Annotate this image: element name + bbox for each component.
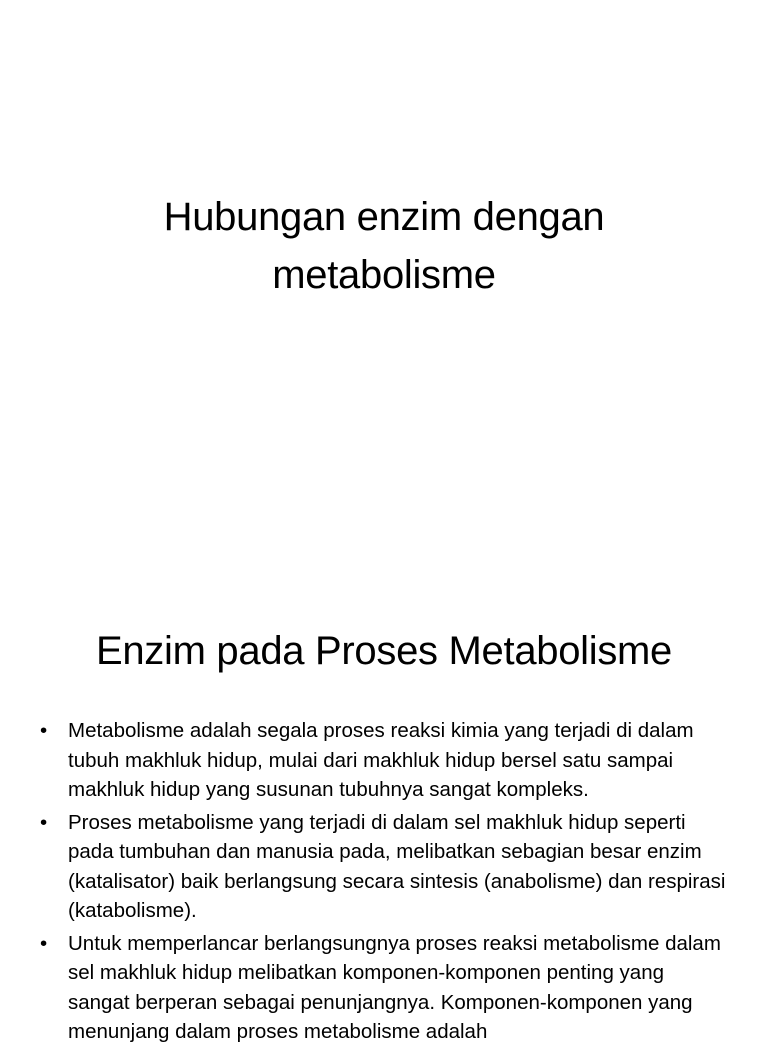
bullet-text: Metabolisme adalah segala proses reaksi kimia yang terjadi di dalam tubuh makhluk hidup, mulai dari makhluk hidup bersel satu sampai makhluk hidup yang susunan tubuhnya sangat kompleks. xyxy=(68,719,694,801)
slide-title-line-2: metabolisme xyxy=(272,253,496,297)
bullet-marker: • xyxy=(40,719,48,742)
slide-content xyxy=(0,576,768,1043)
bullet-item xyxy=(40,929,730,1047)
bullet-marker: • xyxy=(40,810,48,834)
bullet-text: Proses metabolisme yang terjadi di dalam sel makhluk hidup seperti pada tumbuhan dan manusia pada, melibatkan sebagian besar enzim (katalisator) baik berlangsung secara sintesis (anabolisme) dan respirasi (katabolisme). xyxy=(68,810,726,922)
bullet-item xyxy=(40,716,730,805)
slide-title-line-1: Hubungan enzim dengan xyxy=(163,195,605,239)
bullet-item xyxy=(40,808,730,926)
bullet-list xyxy=(40,716,730,1050)
slide-title-heading xyxy=(0,188,768,304)
slide-content-heading: Enzim pada Proses Metabolisme xyxy=(95,629,672,673)
bullet-text: Untuk memperlancar berlangsungnya proses reaksi metabolisme dalam sel makhluk hidup melibatkan komponen-komponen penting yang sangat berperan sebagai penunjangnya. Komponen-komponen yang menunjang dalam proses metabolisme adalah xyxy=(68,931,721,1043)
bullet-marker: • xyxy=(40,931,48,955)
